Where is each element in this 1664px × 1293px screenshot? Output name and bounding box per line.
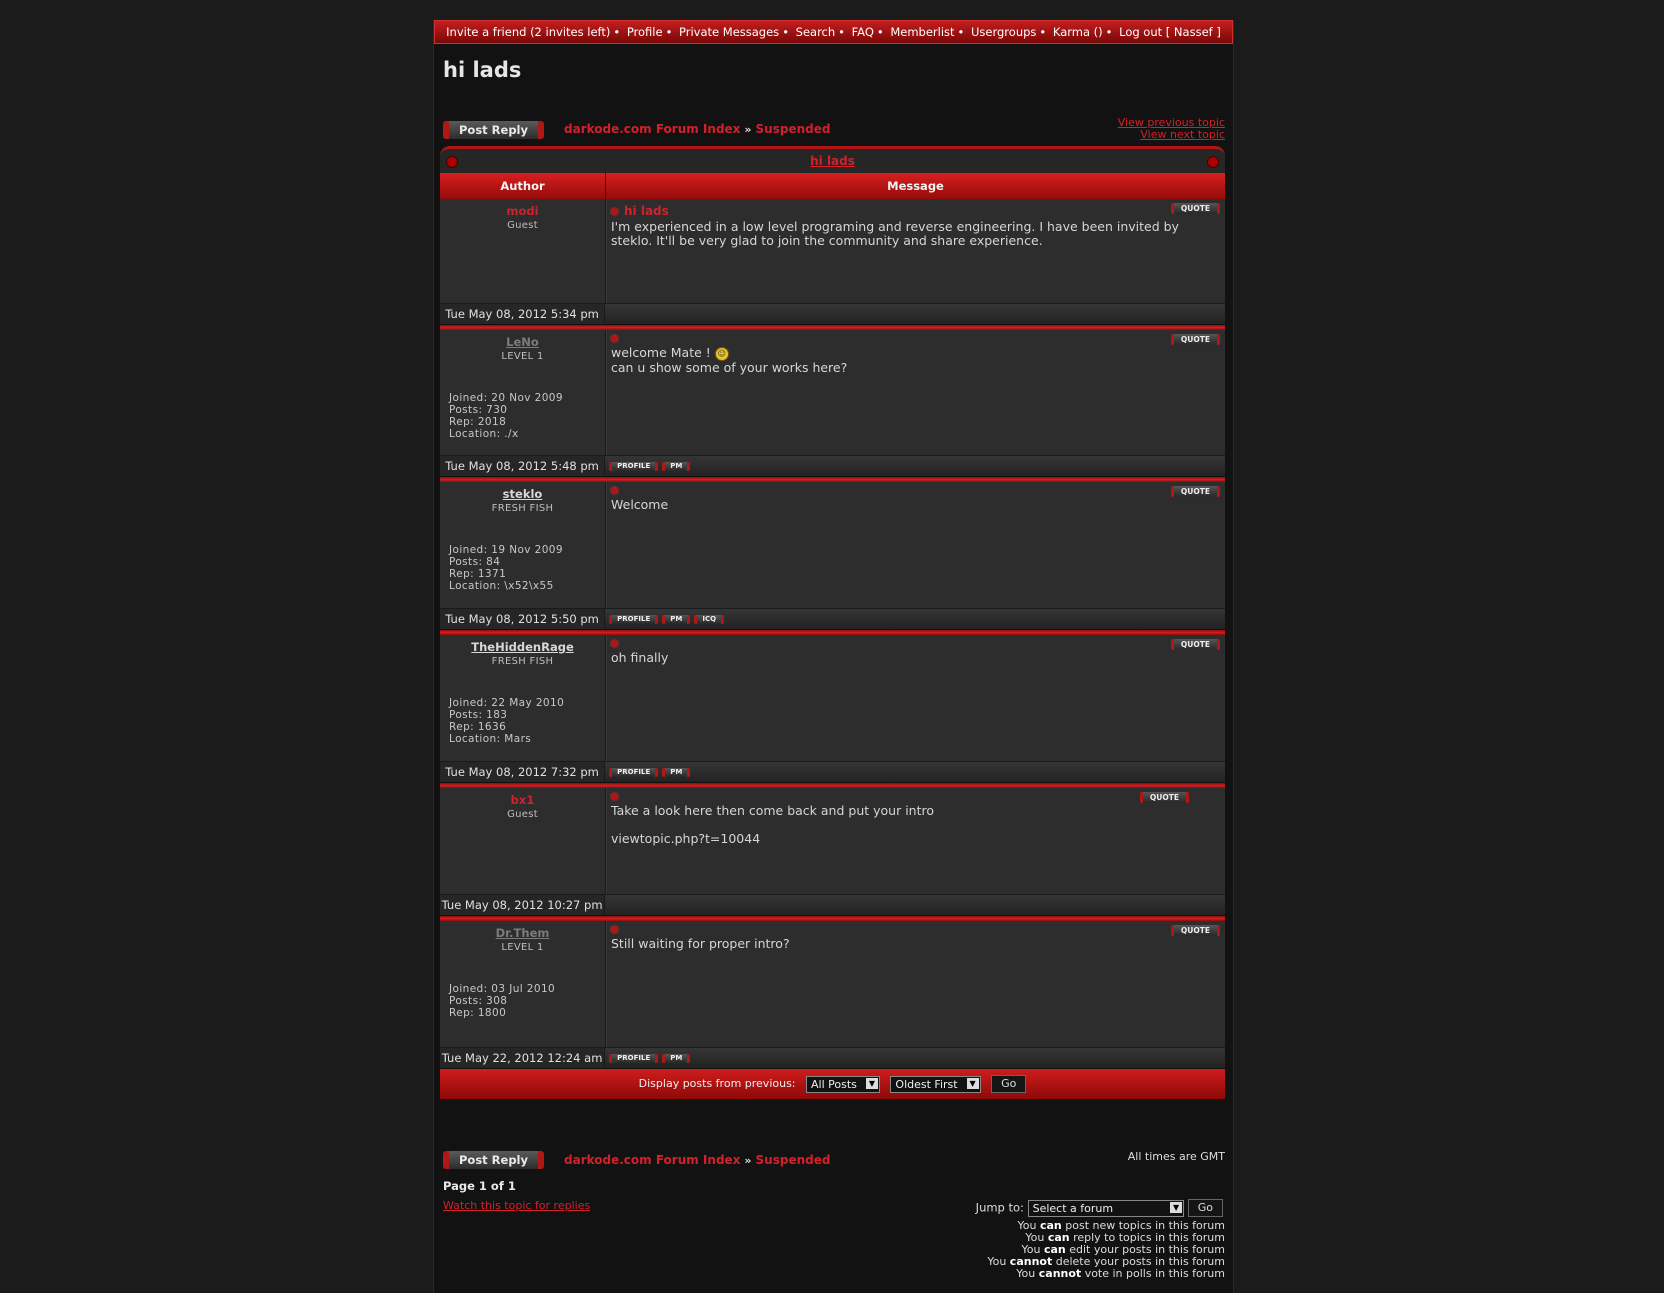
quote-button[interactable]: QUOTE: [1171, 925, 1220, 936]
post-row: [440, 482, 1225, 609]
post-author-rank: LEVEL 1: [501, 351, 544, 362]
nav-faq[interactable]: FAQ: [851, 25, 874, 39]
perm-text: You: [1025, 1231, 1045, 1244]
post-actions: [605, 762, 1225, 782]
post-author-rank: FRESH FISH: [491, 503, 554, 514]
post-body: Welcome: [611, 497, 669, 512]
top-navigation: [434, 20, 1233, 44]
nav-sep: •: [782, 25, 789, 39]
timezone-note: All times are GMT: [1127, 1150, 1225, 1163]
perm-text: You: [1016, 1267, 1036, 1280]
perm-text: You: [1021, 1243, 1041, 1256]
post-author-name[interactable]: LeNo: [506, 335, 539, 349]
display-options-bar: [440, 1069, 1225, 1099]
post-range-select[interactable]: [806, 1076, 880, 1093]
post-bullet-icon: [611, 926, 618, 933]
author-posts: Posts: 84: [449, 556, 501, 568]
post-author-rank: FRESH FISH: [491, 656, 554, 667]
author-location: Location: Mars: [449, 733, 532, 745]
chevron-down-icon: ▼: [967, 1078, 979, 1089]
perm-text: You: [987, 1255, 1007, 1268]
perm-flag: can: [1047, 1231, 1070, 1244]
profile-button[interactable]: PROFILE: [609, 1054, 658, 1063]
breadcrumb-forum-index[interactable]: darkode.com Forum Index: [564, 1153, 741, 1167]
post-reply-button-bottom[interactable]: Post Reply: [443, 1151, 544, 1169]
nav-karma[interactable]: Karma (): [1052, 25, 1103, 39]
breadcrumb-suspended[interactable]: Suspended: [755, 1153, 831, 1167]
post-reply-button[interactable]: Post Reply: [443, 121, 544, 139]
quote-button[interactable]: QUOTE: [1171, 334, 1220, 345]
nav-logout[interactable]: Log out [ Nassef ]: [1119, 25, 1221, 39]
posts-table: [440, 146, 1225, 1099]
perm-text: You: [1017, 1219, 1037, 1232]
nav-search[interactable]: Search: [795, 25, 836, 39]
post-row: [440, 788, 1225, 895]
perm-flag: can: [1043, 1243, 1066, 1256]
post-author-cell: [440, 788, 606, 894]
page-indicator: Page 1 of 1: [443, 1179, 516, 1193]
post-body: [611, 804, 1220, 846]
nav-sep: •: [1105, 25, 1113, 39]
post-footer: [440, 609, 1225, 630]
post-author-stats: [449, 697, 564, 745]
jump-forum-select[interactable]: [1028, 1200, 1184, 1217]
perm-text: edit your posts in this forum: [1069, 1243, 1225, 1256]
message-column-header: Message: [887, 179, 944, 193]
view-previous-topic-link[interactable]: View previous topic: [1117, 116, 1225, 129]
nav-invite[interactable]: Invite a friend (2 invites left): [446, 25, 611, 39]
profile-button[interactable]: PROFILE: [609, 768, 658, 777]
post-order-select[interactable]: [890, 1076, 980, 1093]
jump-to-label: Jump to:: [975, 1200, 1024, 1215]
jump-to-forum: [976, 1199, 1223, 1217]
profile-button[interactable]: PROFILE: [609, 615, 658, 624]
quote-button[interactable]: QUOTE: [1171, 639, 1220, 650]
nav-memberlist[interactable]: Memberlist: [890, 25, 955, 39]
post-date: Tue May 08, 2012 5:34 pm: [440, 304, 605, 324]
post-author-cell: [440, 921, 606, 1047]
post-message-cell: [606, 921, 1225, 1047]
chevron-down-icon: ▼: [866, 1078, 878, 1089]
nav-sep: •: [876, 25, 884, 39]
post-body-line: can u show some of your works here?: [611, 359, 848, 375]
breadcrumb-bottom: [564, 1153, 830, 1167]
view-next-topic-link[interactable]: View next topic: [1140, 128, 1225, 141]
author-joined: Joined: 22 May 2010: [449, 697, 565, 709]
display-posts-label: Display posts from previous:: [638, 1077, 796, 1090]
nav-profile[interactable]: Profile: [626, 25, 663, 39]
nav-sep: •: [957, 25, 965, 39]
caption-right-dot-icon: [1207, 156, 1219, 168]
nav-sep: •: [1039, 25, 1047, 39]
icq-button[interactable]: ICQ: [694, 615, 724, 624]
post-message-cell: [606, 482, 1225, 608]
author-posts: Posts: 730: [449, 404, 508, 416]
post-actions: [605, 1048, 1225, 1068]
post-date: Tue May 22, 2012 12:24 am: [440, 1048, 605, 1068]
post-actions: [605, 456, 1225, 476]
post-date: Tue May 08, 2012 5:50 pm: [440, 609, 605, 629]
jump-go-button[interactable]: Go: [1188, 1199, 1223, 1217]
post-body: I'm experienced in a low level programing and reverse engineering. I have been invited by steklo. It'll be very glad to join the community and share experience.: [611, 219, 1179, 248]
quote-button[interactable]: QUOTE: [1171, 203, 1220, 214]
author-posts: Posts: 308: [449, 995, 508, 1007]
breadcrumb-suspended[interactable]: Suspended: [755, 122, 831, 136]
author-column-header: Author: [440, 173, 606, 199]
pm-button[interactable]: PM: [662, 1054, 690, 1063]
post-bullet-icon: [611, 640, 618, 647]
topic-caption-bar: [440, 146, 1225, 173]
page-wrapper: [433, 20, 1234, 1293]
jump-forum-value: Select a forum: [1032, 1201, 1114, 1215]
post-actions: [605, 609, 1225, 629]
post-message-cell: [606, 199, 1225, 303]
post-body: oh finally: [611, 650, 669, 665]
post-message-cell: [606, 330, 1225, 455]
post-body-line: welcome Mate !: [611, 345, 711, 360]
post-footer: [440, 304, 1225, 325]
post-author-stats: [449, 392, 563, 440]
post-message-cell: [606, 635, 1225, 761]
author-rep: Rep: 1636: [449, 721, 507, 733]
post-body-link: viewtopic.php?t=10044: [611, 831, 761, 846]
post-date: Tue May 08, 2012 10:27 pm: [440, 895, 605, 915]
post-author-name[interactable]: Dr.Them: [495, 926, 550, 940]
post-body: [611, 346, 1220, 375]
post-author-cell: [440, 482, 606, 608]
post-author-rank: Guest: [507, 220, 538, 231]
forum-permissions: [987, 1220, 1225, 1280]
post-order-value: Oldest First: [895, 1077, 958, 1091]
perm-text: vote in polls in this forum: [1084, 1267, 1225, 1280]
breadcrumb-separator: »: [744, 1154, 752, 1167]
author-rep: Rep: 1800: [449, 1007, 507, 1019]
post-range-value: All Posts: [811, 1077, 857, 1091]
profile-button[interactable]: PROFILE: [609, 462, 658, 471]
post-body-line: Take a look here then come back and put your intro: [611, 803, 934, 818]
post-author-stats: [449, 544, 563, 592]
perm-text: reply to topics in this forum: [1073, 1231, 1225, 1244]
quote-button[interactable]: QUOTE: [1171, 486, 1220, 497]
pm-button[interactable]: PM: [662, 615, 690, 624]
nav-sep: •: [838, 25, 845, 39]
watch-topic-link[interactable]: Watch this topic for replies: [443, 1199, 591, 1212]
pm-button[interactable]: PM: [662, 462, 690, 471]
author-joined: Joined: 19 Nov 2009: [449, 544, 563, 556]
post-actions: [605, 304, 1225, 324]
nav-sep: •: [665, 25, 673, 39]
post-row: [440, 330, 1225, 456]
post-row: [440, 635, 1225, 762]
author-location: Location: ./x: [449, 428, 519, 440]
perm-text: delete your posts in this forum: [1055, 1255, 1225, 1268]
author-posts: Posts: 183: [449, 709, 508, 721]
author-rep: Rep: 1371: [449, 568, 507, 580]
post-footer: [440, 1048, 1225, 1069]
perm-flag: cannot: [1038, 1267, 1082, 1280]
post-author-cell: [440, 199, 606, 303]
post-row: [440, 921, 1225, 1048]
quote-button[interactable]: QUOTE: [1140, 792, 1189, 803]
post-author-rank: LEVEL 1: [501, 942, 544, 953]
post-author-rank: Guest: [507, 809, 538, 820]
post-message-cell: [606, 788, 1225, 894]
post-author-cell: [440, 635, 606, 761]
smiley-icon: ☺: [715, 347, 729, 361]
post-bullet-icon: [611, 793, 618, 800]
post-author-name[interactable]: TheHiddenRage: [471, 640, 574, 654]
post-footer: [440, 456, 1225, 477]
caption-left-dot-icon: [446, 156, 458, 168]
post-date: Tue May 08, 2012 7:32 pm: [440, 762, 605, 782]
nav-sep: •: [613, 25, 621, 39]
author-joined: Joined: 03 Jul 2010: [449, 983, 556, 995]
perm-flag: cannot: [1009, 1255, 1053, 1268]
author-joined: Joined: 20 Nov 2009: [449, 392, 563, 404]
author-location: Location: \x52\x55: [449, 580, 554, 592]
post-author-cell: [440, 330, 606, 455]
chevron-down-icon: ▼: [1170, 1202, 1182, 1213]
post-bullet-icon: [611, 487, 618, 494]
post-author-name[interactable]: steklo: [502, 487, 543, 501]
perm-flag: can: [1039, 1219, 1062, 1232]
post-author-stats: [449, 983, 555, 1019]
breadcrumb-forum-index[interactable]: darkode.com Forum Index: [564, 122, 741, 136]
breadcrumb: [564, 122, 830, 136]
post-footer: [440, 762, 1225, 783]
post-author-name: bx1: [510, 793, 535, 807]
post-body: Still waiting for proper intro?: [611, 936, 790, 951]
pm-button[interactable]: PM: [662, 768, 690, 777]
post-bullet-icon: [611, 335, 618, 342]
author-rep: Rep: 2018: [449, 416, 507, 428]
nav-private-messages[interactable]: Private Messages: [679, 25, 780, 39]
display-go-button[interactable]: Go: [991, 1075, 1026, 1093]
post-footer: [440, 895, 1225, 916]
post-row: [440, 199, 1225, 304]
topic-caption-link[interactable]: hi lads: [810, 154, 855, 168]
post-subject: hi lads: [624, 204, 669, 218]
breadcrumb-separator: »: [744, 123, 752, 136]
post-author-name: modi: [506, 204, 539, 218]
post-date: Tue May 08, 2012 5:48 pm: [440, 456, 605, 476]
topic-navigation: [1118, 117, 1225, 141]
table-header: [440, 173, 1225, 199]
page-title: hi lads: [443, 58, 522, 82]
post-actions: [605, 895, 1225, 915]
perm-text: post new topics in this forum: [1065, 1219, 1225, 1232]
nav-usergroups[interactable]: Usergroups: [971, 25, 1037, 39]
permission-line: [987, 1268, 1225, 1280]
post-bullet-icon: [611, 208, 618, 215]
